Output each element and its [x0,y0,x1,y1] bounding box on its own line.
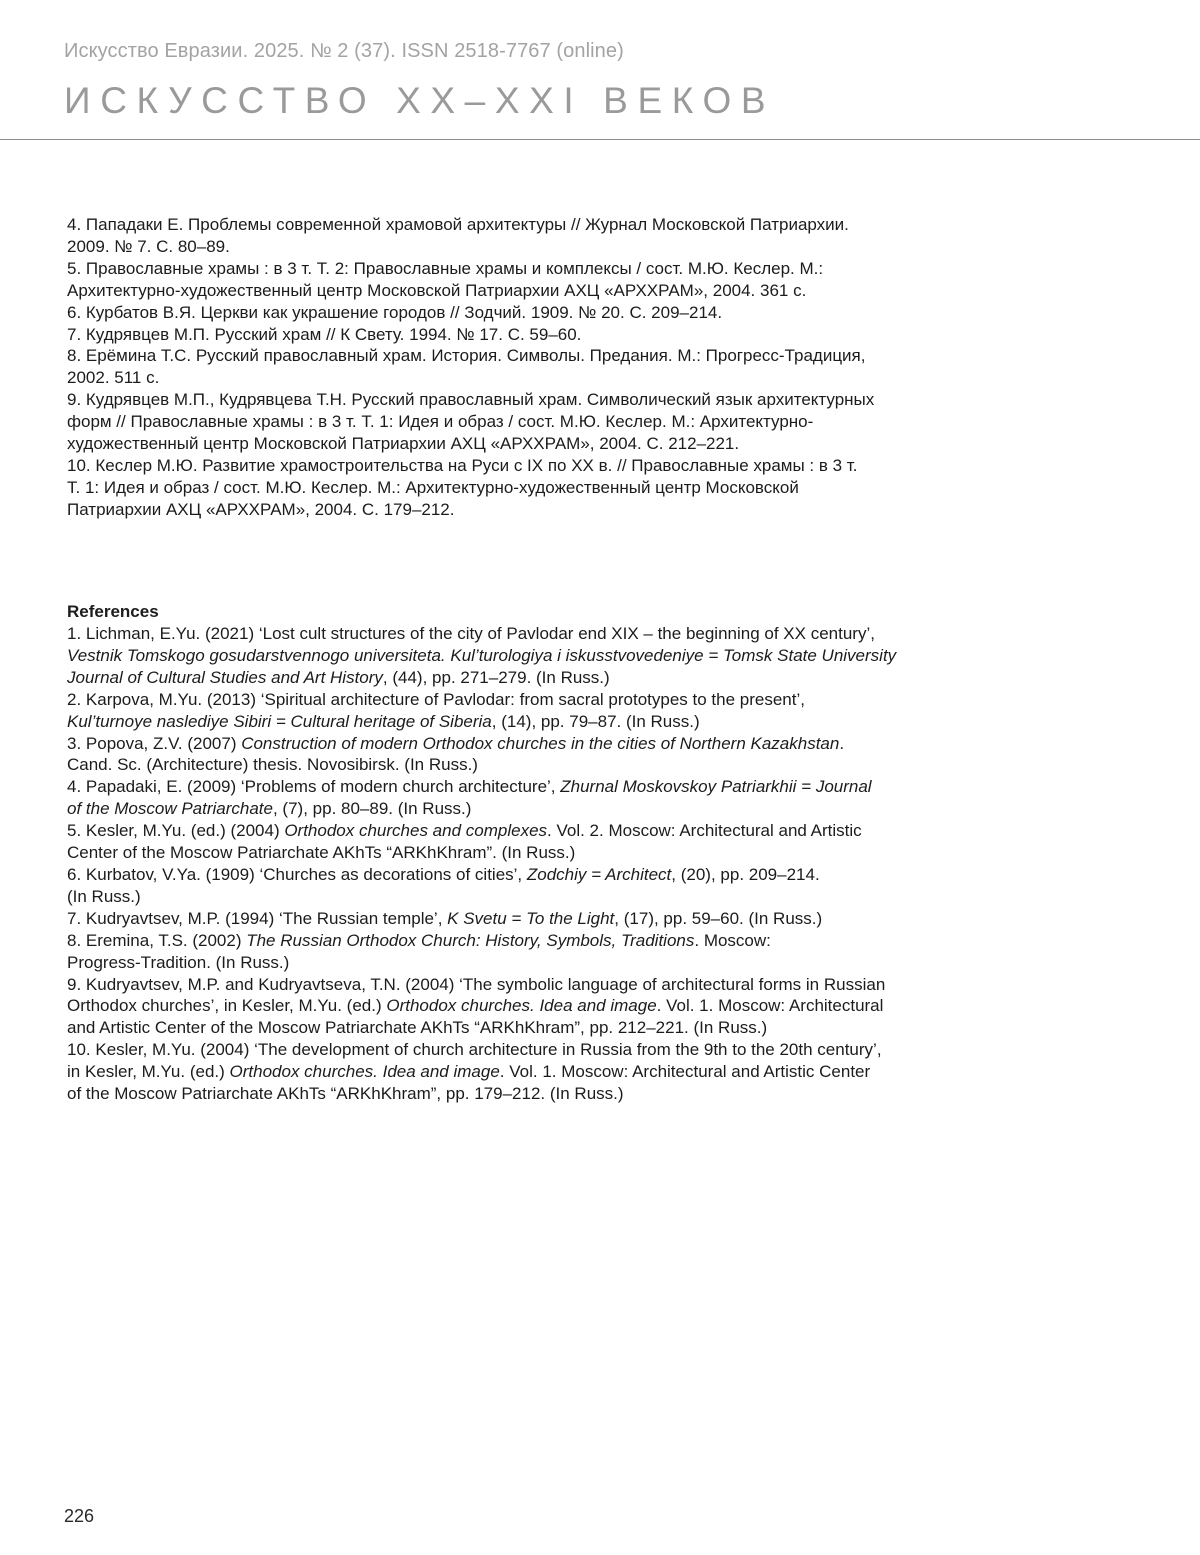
reference-item [67,623,967,689]
literature-item [67,389,967,455]
literature-line: Архитектурно-художественный центр Московской Патриархии АХЦ «АРХХРАМ», 2004. 361 с. [67,280,807,300]
reference-text: 1. Lichman, E.Yu. (2021) ‘Lost cult structures of the city of Pavlodar end XIX – the beginning of XX century’, [67,624,875,643]
reference-item [67,776,967,820]
literature-item [67,455,967,521]
reference-source-title: Zhurnal Moskovskoy Patriarkhii = Journal [560,777,872,797]
literature-line: Т. 1: Идея и образ / сост. М.Ю. Кеслер. М.: Архитектурно-художественный центр Московской [67,477,799,497]
literature-line: 9. Кудрявцев М.П., Кудрявцева Т.Н. Русский православный храм. Символический язык архитектурных [67,390,875,410]
literature-list [67,214,967,521]
reference-text: 2. Karpova, M.Yu. (2013) ‘Spiritual architecture of Pavlodar: from sacral prototypes to the present’, [67,689,805,709]
reference-text: Center of the Moscow Patriarchate AKhTs “ARKhKhram”. (In Russ.) [67,843,576,863]
literature-line: 4. Пападаки Е. Проблемы современной храмовой архитектуры // Журнал Московской Патриархии. [67,215,849,234]
reference-text: , (17), pp. 59–60. (In Russ.) [614,908,823,928]
reference-item [67,908,967,930]
reference-item [67,864,967,908]
journal-info: Искусство Евразии. 2025. № 2 (37). ISSN 2518-7767 (online) [64,40,624,62]
reference-source-title: Construction of modern Orthodox churches in the cities of Northern Kazakhstan [241,733,840,753]
reference-item [67,930,967,974]
literature-line: Патриархии АХЦ «АРХХРАМ», 2004. С. 179–212. [67,499,455,519]
reference-text: . Moscow: [694,930,771,950]
reference-item [67,974,967,1040]
reference-text: 3. Popova, Z.V. (2007) [67,733,242,753]
reference-source-title: Orthodox churches and complexes [284,821,548,841]
reference-text: , (14), pp. 79–87. (In Russ.) [491,711,700,731]
reference-item [67,733,967,777]
reference-text: in Kesler, M.Yu. (ed.) [67,1062,230,1082]
reference-source-title: Orthodox churches. Idea and image [229,1062,500,1082]
reference-text: . [839,733,845,753]
reference-text: 4. Papadaki, E. (2009) ‘Problems of modern church architecture’, [67,777,561,797]
reference-text: Orthodox churches’, in Kesler, M.Yu. (ed.) [67,996,387,1016]
reference-source-title: The Russian Orthodox Church: History, Symbols, Traditions [246,930,695,950]
reference-source-title: Orthodox churches. Idea and image [386,996,657,1016]
reference-text: . Vol. 2. Moscow: Architectural and Artistic [547,821,862,841]
reference-item [67,689,967,733]
page-number: 226 [64,1506,95,1526]
reference-source-title: Zodchiy = Architect [526,864,672,884]
literature-line: 2009. № 7. С. 80–89. [67,236,230,256]
references-section [67,601,967,1105]
literature-line: форм // Православные храмы : в 3 т. Т. 1: Идея и образ / сост. М.Ю. Кеслер. М.: Архитектурно- [67,412,814,432]
references-heading: References [67,602,159,621]
reference-text: 5. Kesler, M.Yu. (ed.) (2004) [67,821,285,841]
reference-text: and Artistic Center of the Moscow Patriarchate AKhTs “ARKhKhram”, pp. 212–221. (In Russ.) [67,1018,768,1038]
section-title: ИСКУССТВО XX–XXI ВЕКОВ [64,80,776,121]
reference-item [67,820,967,864]
reference-text: , (44), pp. 271–279. (In Russ.) [382,667,610,687]
reference-text: Cand. Sc. (Architecture) thesis. Novosibirsk. (In Russ.) [67,755,478,775]
literature-item [67,258,967,302]
reference-text: , (20), pp. 209–214. [671,864,820,884]
reference-source-title: Journal of Cultural Studies and Art History [67,667,383,687]
reference-source-title: of the Moscow Patriarchate [67,799,273,819]
reference-text: 8. Eremina, T.S. (2002) [67,930,247,950]
page-header [0,0,1200,140]
literature-line: художественный центр Московской Патриархии АХЦ «АРХХРАМ», 2004. С. 212–221. [67,434,740,454]
literature-line: 8. Ерёмина Т.С. Русский православный храм. История. Символы. Предания. М.: Прогресс-Традиция, [67,346,866,366]
reference-item [67,1039,967,1105]
reference-text: 7. Kudryavtsev, M.P. (1994) ‘The Russian temple’, [67,908,448,928]
reference-text: , (7), pp. 80–89. (In Russ.) [272,799,472,819]
reference-text: . Vol. 1. Moscow: Architectural and Artistic Center [499,1062,871,1082]
literature-line: 6. Курбатов В.Я. Церкви как украшение городов // Зодчий. 1909. № 20. С. 209–214. [67,302,723,322]
literature-line: 7. Кудрявцев М.П. Русский храм // К Свету. 1994. № 17. С. 59–60. [67,324,582,344]
literature-item [67,302,967,324]
literature-line: 10. Кеслер М.Ю. Развитие храмостроительства на Руси с IX по XX в. // Православные храмы : в 3 т. [67,455,858,475]
reference-text: 9. Kudryavtsev, M.P. and Kudryavtseva, T.N. (2004) ‘The symbolic language of architectural forms in Russian [67,974,886,994]
literature-line: 5. Православные храмы : в 3 т. Т. 2: Православные храмы и комплексы / сост. М.Ю. Кеслер. М.: [67,258,824,278]
reference-text: (In Russ.) [67,886,141,906]
reference-text: 6. Kurbatov, V.Ya. (1909) ‘Churches as decorations of cities’, [67,864,527,884]
reference-text: 10. Kesler, M.Yu. (2004) ‘The development of church architecture in Russia from the 9th to the 20th century’, [67,1040,882,1060]
literature-item [67,324,967,346]
reference-text: of the Moscow Patriarchate AKhTs “ARKhKhram”, pp. 179–212. (In Russ.) [67,1084,624,1104]
literature-item [67,345,967,389]
reference-text: . Vol. 1. Moscow: Architectural [656,996,884,1016]
reference-source-title: K Svetu = To the Light [447,908,615,928]
reference-text: Progress-Tradition. (In Russ.) [67,952,290,972]
literature-line: 2002. 511 с. [67,368,160,388]
reference-source-title: Kul’turnoye naslediye Sibiri = Cultural heritage of Siberia [67,711,492,731]
literature-item [67,214,967,258]
reference-source-title: Vestnik Tomskogo gosudarstvennogo universiteta. Kul’turologiya i iskusstvovedeniye = Tomsk State University [67,645,897,665]
